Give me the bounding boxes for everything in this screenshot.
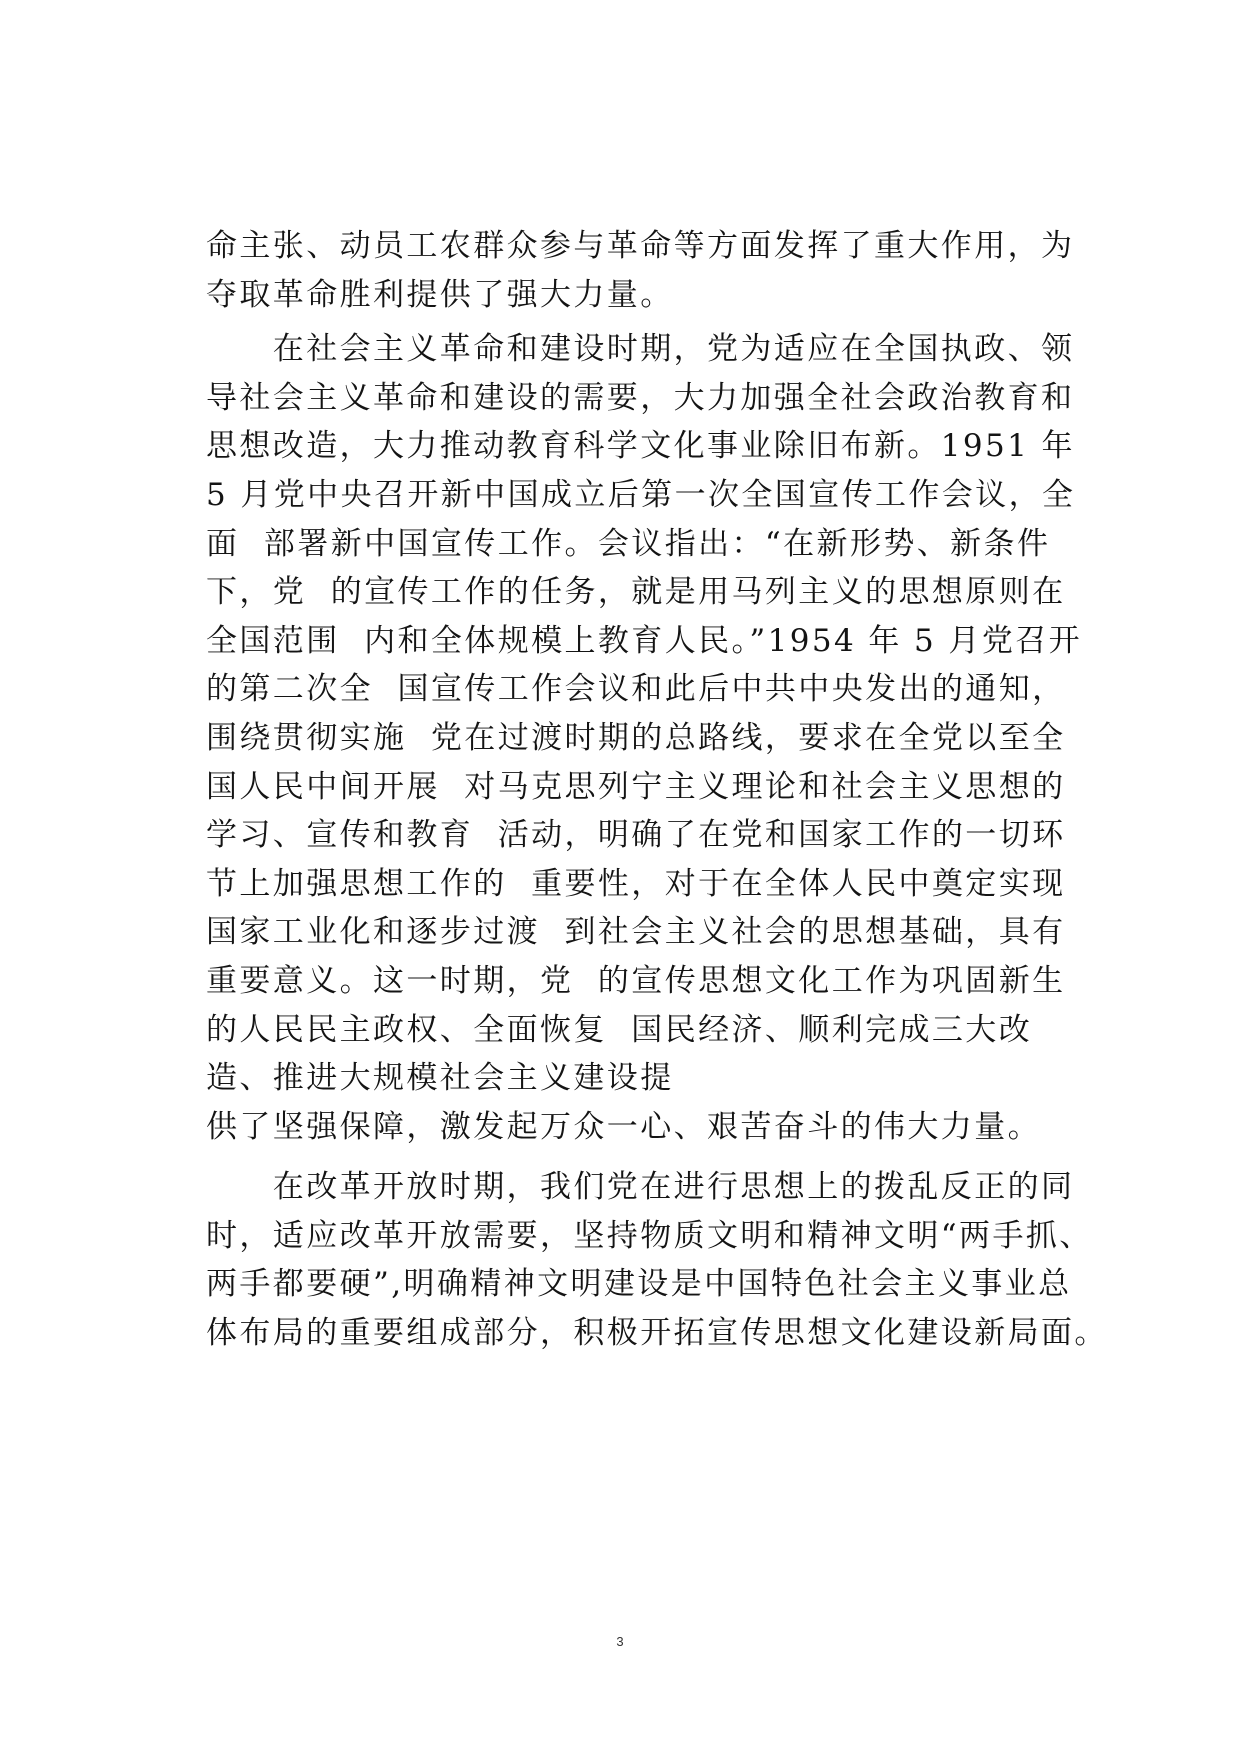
paragraph-2 xyxy=(206,325,1083,1151)
text-line: 围绕贯彻实施 党在过渡时期的总路线，要求在全党以至全 xyxy=(206,719,1066,756)
text-line: 造、推进大规模社会主义建设提 xyxy=(206,1060,674,1097)
text-line: 供了坚强保障，激发起万众一心、艰苦奋斗的伟大力量。 xyxy=(206,1108,1041,1145)
text-line: 5 月党中央召开新中国成立后第一次全国宣传工作会议，全 xyxy=(206,476,1076,513)
text-line: 的第二次全 国宣传工作会议和此后中共中央发出的通知， xyxy=(206,671,1066,708)
text-line: 国家工业化和逐步过渡 到社会主义社会的思想基础，具有 xyxy=(206,914,1066,951)
text-line: 导社会主义革命和建设的需要，大力加强全社会政治教育和 xyxy=(206,379,1075,416)
page-number: 3 xyxy=(616,1634,624,1649)
text-line: 命主张、动员工农群众参与革命等方面发挥了重大作用，为 xyxy=(206,228,1075,264)
text-line: 的人民民主政权、全面恢复 国民经济、顺利完成三大改 xyxy=(206,1011,1033,1048)
text-line: 国人民中间开展 对马克思列宁主义理论和社会主义思想的 xyxy=(206,768,1066,805)
paragraph-3 xyxy=(206,1163,1108,1357)
text-line: 在改革开放时期，我们党在进行思想上的拨乱反正的同 xyxy=(206,1169,1075,1206)
text-line: 学习、宣传和教育 活动，明确了在党和国家工作的一切环 xyxy=(206,817,1066,854)
document-body xyxy=(206,222,1108,1358)
text-line: 重要意义。这一时期，党 的宣传思想文化工作为巩固新生 xyxy=(206,962,1066,999)
text-line: 体布局的重要组成部分，积极开拓宣传思想文化建设新局面。 xyxy=(206,1315,1108,1352)
text-line: 思想改造，大力推动教育科学文化事业除旧布新。1951 年 xyxy=(206,428,1075,465)
text-line: 节上加强思想工作的 重要性，对于在全体人民中奠定实现 xyxy=(206,865,1066,902)
text-line: 在社会主义革命和建设时期，党为适应在全国执政、领 xyxy=(206,331,1075,368)
text-line: 全国范围 内和全体规模上教育人民。”1954 年 5 月党召开 xyxy=(206,622,1083,659)
text-line: 时，适应改革开放需要，坚持物质文明和精神文明“两手抓、 xyxy=(206,1217,1093,1254)
text-line: 夺取革命胜利提供了强大力量。 xyxy=(206,276,674,313)
text-line: 两手都要硬”,明确精神文明建设是中国特色社会主义事业总 xyxy=(206,1266,1072,1303)
text-line: 面 部署新中国宣传工作。会议指出：“在新形势、新条件 xyxy=(206,525,1051,562)
paragraph-1 xyxy=(206,222,1076,319)
text-line: 下，党 的宣传工作的任务，就是用马列主义的思想原则在 xyxy=(206,574,1066,611)
